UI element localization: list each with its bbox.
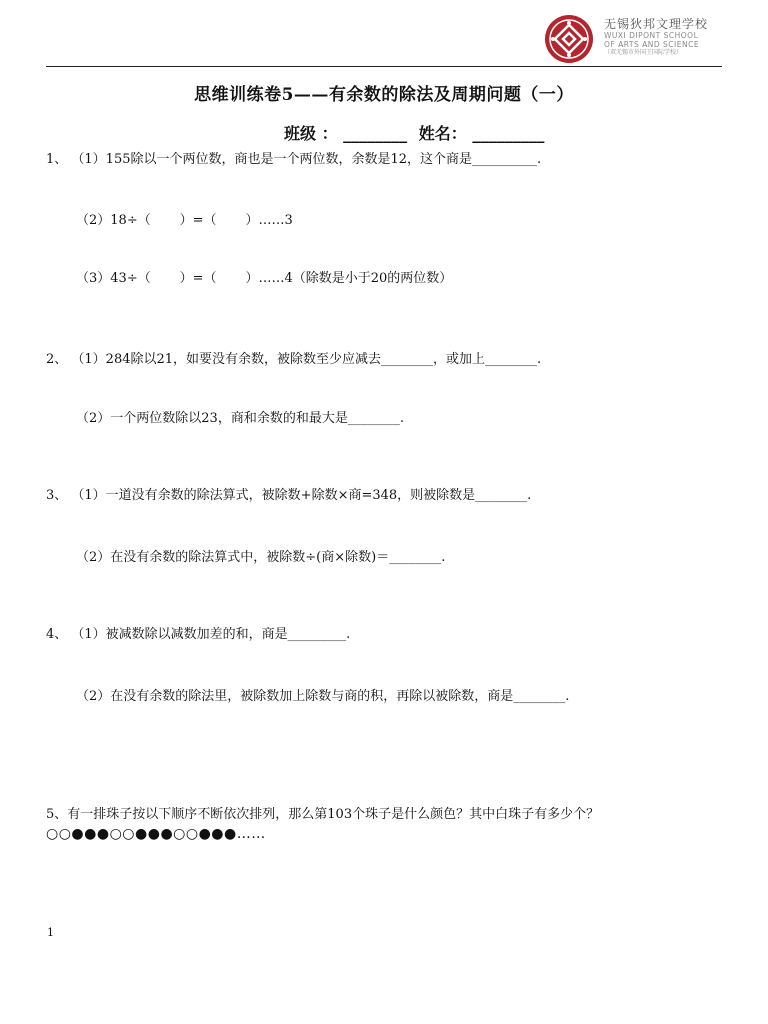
class-blank: ________ (343, 124, 408, 143)
page-header (0, 0, 768, 70)
name-blank: _________ (472, 124, 545, 143)
name-label: 姓名： (418, 124, 467, 143)
page-title: 思维训练卷5——有余数的除法及周期问题（一） (194, 85, 574, 105)
school-name-en-1: WUXI DIPONT SCHOOL (604, 31, 699, 40)
school-logo-icon (544, 14, 594, 64)
school-name-small: （双无锡市外国王国际学校） (604, 49, 683, 56)
class-label: 班级 ： (284, 124, 338, 143)
question-1-1: 1、 （1）155除以一个两位数，商也是一个两位数，余数是12，这个商是__________. (46, 152, 542, 167)
question-2-2: （2）一个两位数除以23，商和余数的和最大是________. (76, 411, 404, 426)
page-number: 1 (47, 926, 54, 939)
school-name-en-2: OF ARTS AND SCIENCE (604, 40, 700, 49)
header-divider (46, 66, 722, 67)
question-3-1: 3、 （1）一道没有余数的除法算式，被除数+除数×商=348，则被除数是________. (46, 488, 532, 503)
question-1-3: （3）43÷（ ）=（ ）……4（除数是小于20的两位数） (76, 271, 453, 286)
question-1-2: （2）18÷（ ）=（ ）……3 (76, 213, 293, 228)
bead-sequence: ○○●●●○○●●●○○●●●…… (46, 826, 266, 842)
question-4-1: 4、 （1）被减数除以减数加差的和，商是_________. (46, 627, 351, 642)
question-2-1: 2、 （1）284除以21，如要没有余数，被除数至少应减去________，或加上________. (46, 352, 542, 367)
question-3-2: （2）在没有余数的除法算式中，被除数÷(商×除数)＝________. (76, 550, 446, 565)
question-5: 5、有一排珠子按以下顺序不断依次排列，那么第103个珠子是什么颜色？其中白珠子有多少个？ (46, 807, 600, 822)
school-name-cn: 无锡狄邦文理学校 (604, 17, 709, 31)
class-name-line (284, 121, 544, 144)
question-4-2: （2）在没有余数的除法里，被除数加上除数与商的积，再除以被除数，商是________. (76, 689, 570, 704)
school-name (604, 17, 734, 57)
